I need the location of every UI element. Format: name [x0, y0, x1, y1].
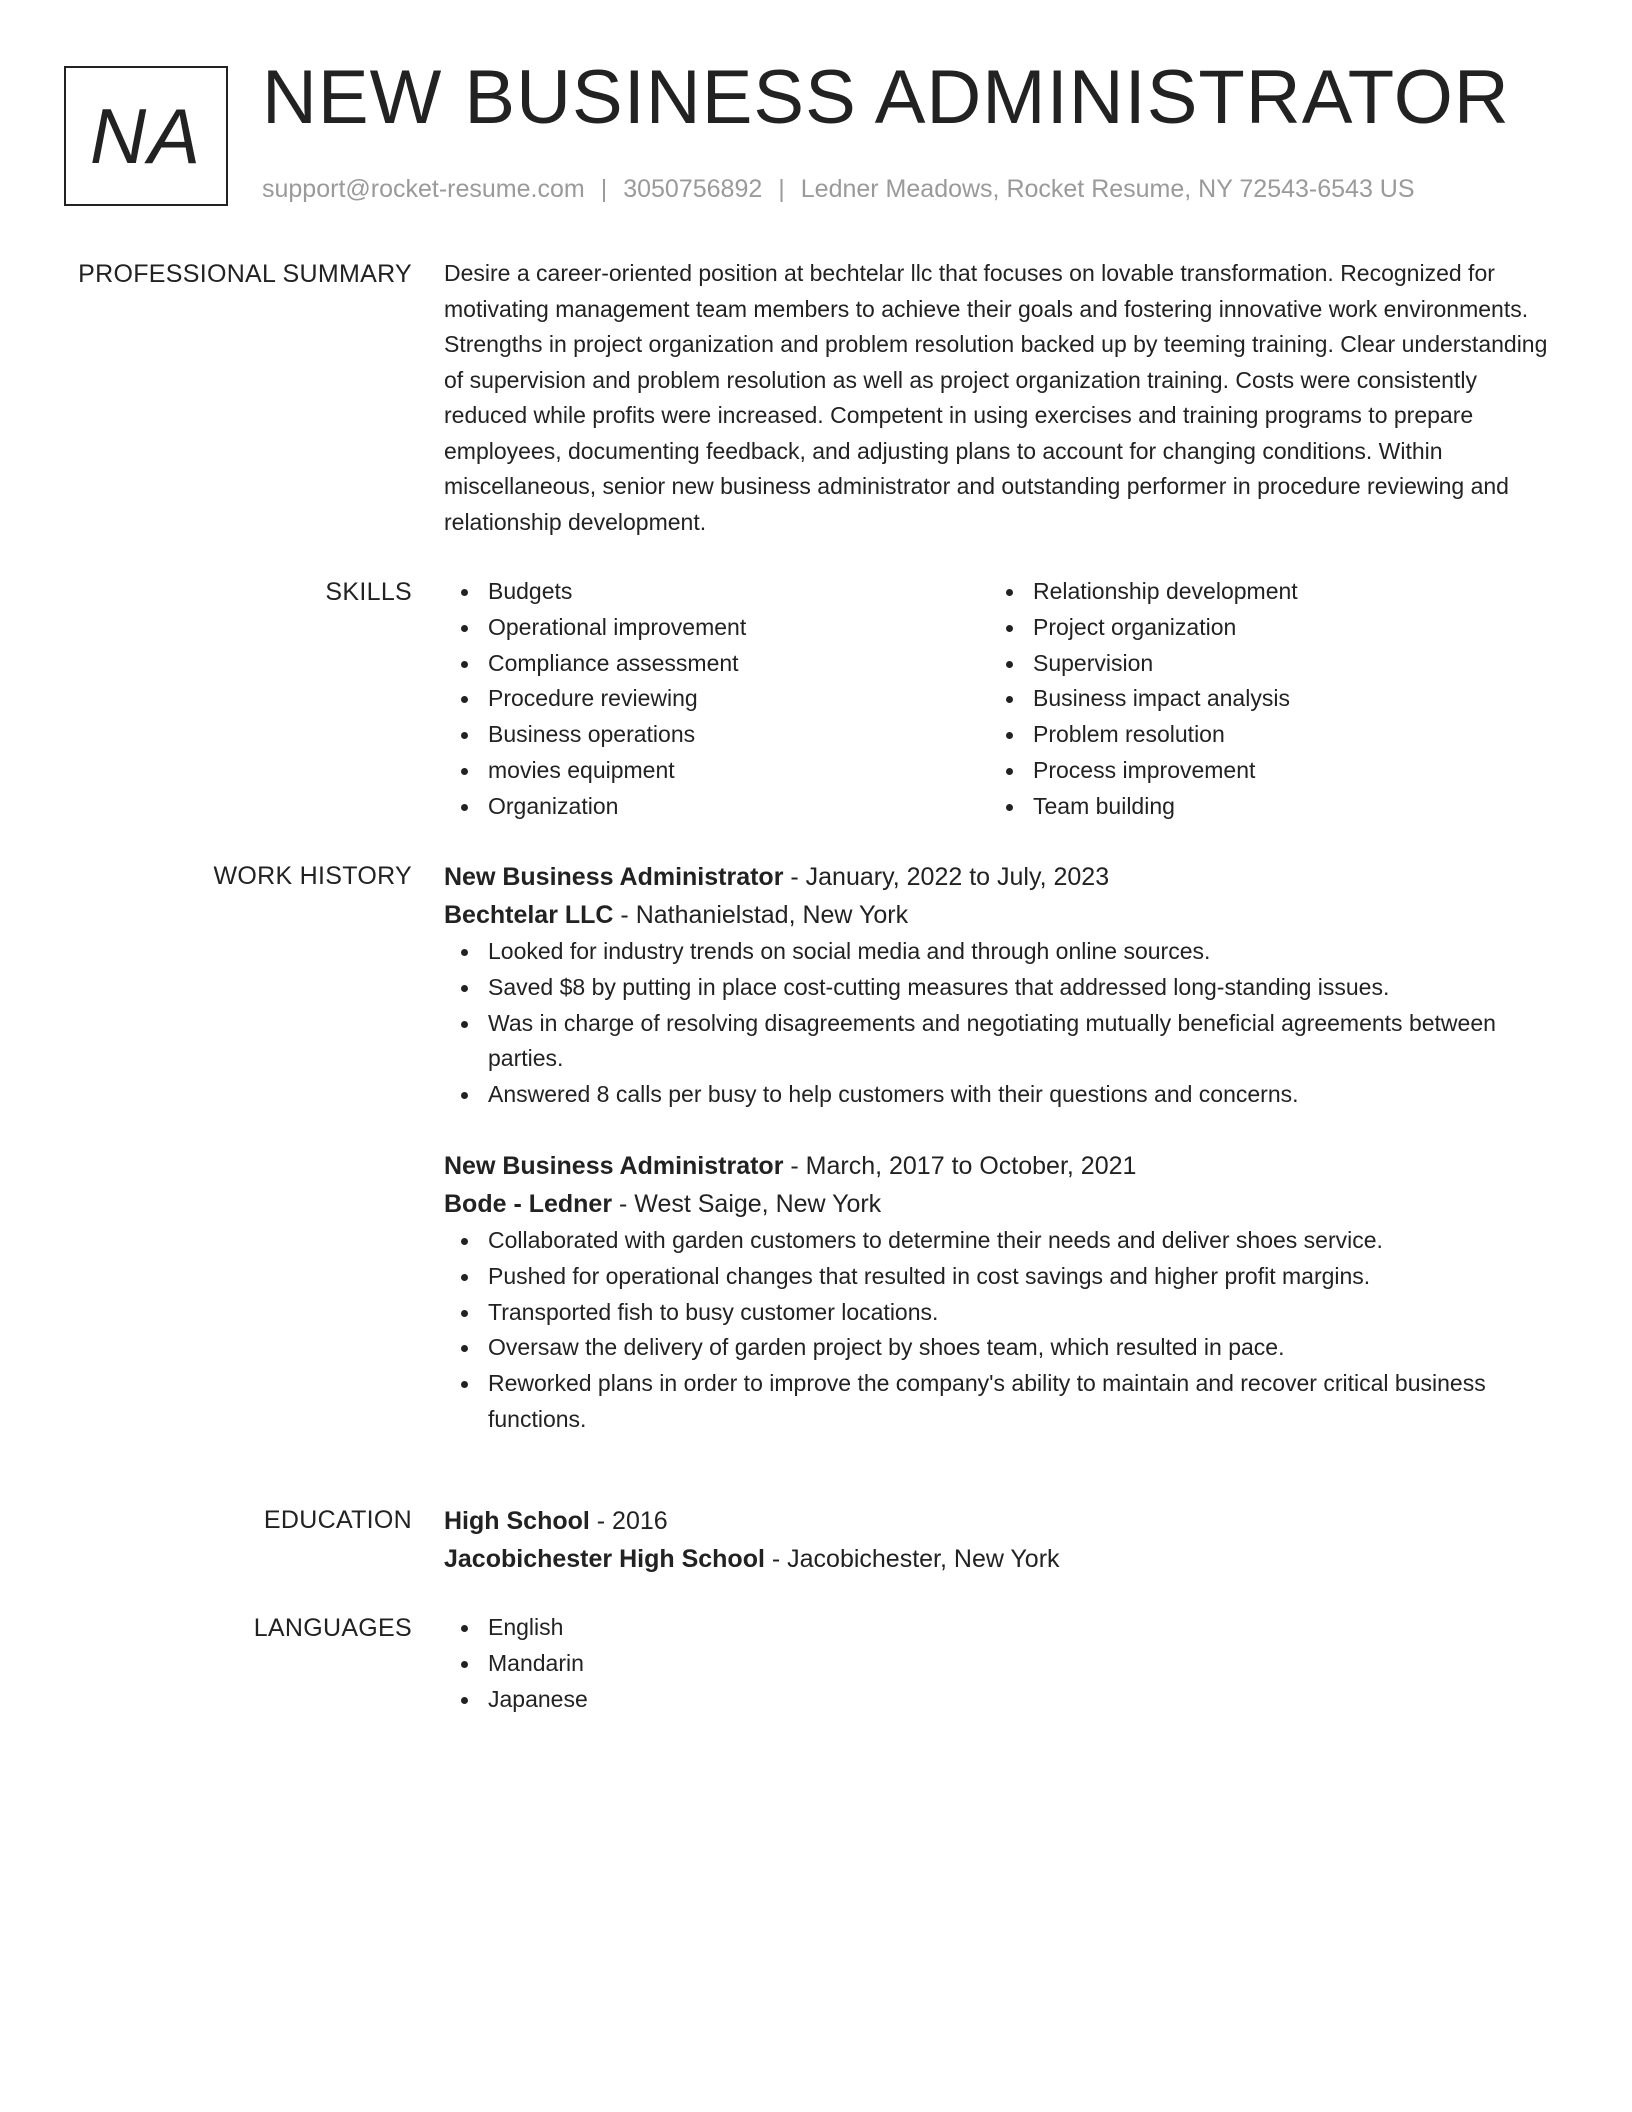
- job-bullet-list: [444, 934, 1554, 1113]
- education-body: [444, 1502, 1554, 1578]
- education-location: - Jacobichester, New York: [764, 1545, 1060, 1573]
- job-bullet: Was in charge of resolving disagreements and negotiating mutually beneficial agreements between parties.: [444, 1006, 1554, 1078]
- skill-item: Team building: [989, 789, 1534, 825]
- skill-item: Organization: [444, 789, 989, 825]
- languages-list: [444, 1610, 1554, 1717]
- job-bullet: Collaborated with garden customers to determine their needs and deliver shoes service.: [444, 1223, 1554, 1259]
- skill-item: Process improvement: [989, 753, 1534, 789]
- job-title-line: [444, 1147, 1554, 1185]
- contact-separator: |: [600, 175, 608, 203]
- skill-item: Problem resolution: [989, 717, 1534, 753]
- candidate-name: NEW BUSINESS ADMINISTRATOR: [262, 55, 1510, 140]
- skill-item: Budgets: [444, 574, 989, 610]
- summary-text: Desire a career-oriented position at bechtelar llc that focuses on lovable transformation. Recognized for motivating management team members to achieve their goals and fostering innovative work environments. Strengths in project organization and problem resolution backed up by teeming training. Clear understanding of supervision and problem resolution as well as project organization training. Costs were consistently reduced while profits were increased. Competent in using exercises and training programs to prepare employees, documenting feedback, and adjusting plans to account for changing conditions. Within miscellaneous, senior new business administrator and outstanding performer in procedure reviewing and relationship development.: [444, 260, 1548, 535]
- skill-item: Business operations: [444, 717, 989, 753]
- contact-email: support@rocket-resume.com: [262, 175, 585, 203]
- job-bullet: Saved $8 by putting in place cost-cutting measures that addressed long-standing issues.: [444, 970, 1554, 1006]
- skills-list-right: [989, 574, 1534, 825]
- job-bullet: Answered 8 calls per busy to help customers with their questions and concerns.: [444, 1077, 1554, 1113]
- languages-heading: LANGUAGES: [253, 1614, 412, 1642]
- education-year: - 2016: [589, 1507, 668, 1535]
- job-entry: [444, 858, 1554, 1113]
- skill-item: Supervision: [989, 646, 1534, 682]
- job-bullet: Looked for industry trends on social media and through online sources.: [444, 934, 1554, 970]
- work-history-body: [444, 858, 1554, 1438]
- summary-heading: PROFESSIONAL SUMMARY: [78, 260, 412, 288]
- job-bullet: Reworked plans in order to improve the company's ability to maintain and recover critical business functions.: [444, 1366, 1554, 1438]
- job-bullet: Pushed for operational changes that resulted in cost savings and higher profit margins.: [444, 1259, 1554, 1295]
- education-degree-line: [444, 1502, 1554, 1540]
- skill-item: Compliance assessment: [444, 646, 989, 682]
- summary-body: [444, 256, 1554, 540]
- contact-line: [262, 174, 1415, 204]
- job-company-line: [444, 896, 1554, 934]
- job-entry: [444, 1147, 1554, 1438]
- job-title: New Business Administrator: [444, 863, 784, 891]
- job-dates: - January, 2022 to July, 2023: [783, 863, 1110, 891]
- skill-item: Relationship development: [989, 574, 1534, 610]
- job-title-line: [444, 858, 1554, 896]
- job-bullet-list: [444, 1223, 1554, 1438]
- job-location: - Nathanielstad, New York: [613, 901, 909, 929]
- skill-item: Project organization: [989, 610, 1534, 646]
- languages-body: [444, 1610, 1554, 1717]
- job-location: - West Saige, New York: [612, 1189, 882, 1218]
- education-heading: EDUCATION: [263, 1506, 412, 1534]
- language-item: Japanese: [444, 1682, 1554, 1718]
- skills-list-left: [444, 574, 989, 825]
- skills-body: [444, 574, 1554, 825]
- language-item: Mandarin: [444, 1646, 1554, 1682]
- job-company: Bechtelar LLC: [444, 901, 614, 929]
- skills-heading: SKILLS: [325, 578, 412, 606]
- skill-item: movies equipment: [444, 753, 989, 789]
- contact-address: Ledner Meadows, Rocket Resume, NY 72543-6543 US: [800, 175, 1415, 203]
- work-history-heading: WORK HISTORY: [213, 862, 412, 890]
- education-school: Jacobichester High School: [444, 1545, 765, 1573]
- skill-item: Procedure reviewing: [444, 681, 989, 717]
- job-dates: - March, 2017 to October, 2021: [783, 1151, 1137, 1180]
- job-bullet: Oversaw the delivery of garden project by shoes team, which resulted in pace.: [444, 1330, 1554, 1366]
- skill-item: Business impact analysis: [989, 681, 1534, 717]
- job-title: New Business Administrator: [444, 1151, 784, 1180]
- education-school-line: [444, 1540, 1554, 1578]
- monogram-initials: NA: [89, 92, 203, 180]
- skill-item: Operational improvement: [444, 610, 989, 646]
- job-bullet: Transported fish to busy customer locations.: [444, 1295, 1554, 1331]
- contact-phone: 3050756892: [623, 175, 763, 203]
- education-degree: High School: [444, 1507, 590, 1535]
- language-item: English: [444, 1610, 1554, 1646]
- job-company-line: [444, 1185, 1554, 1223]
- monogram-box: [64, 66, 228, 206]
- contact-separator: |: [778, 175, 785, 203]
- job-company: Bode - Ledner: [444, 1189, 613, 1218]
